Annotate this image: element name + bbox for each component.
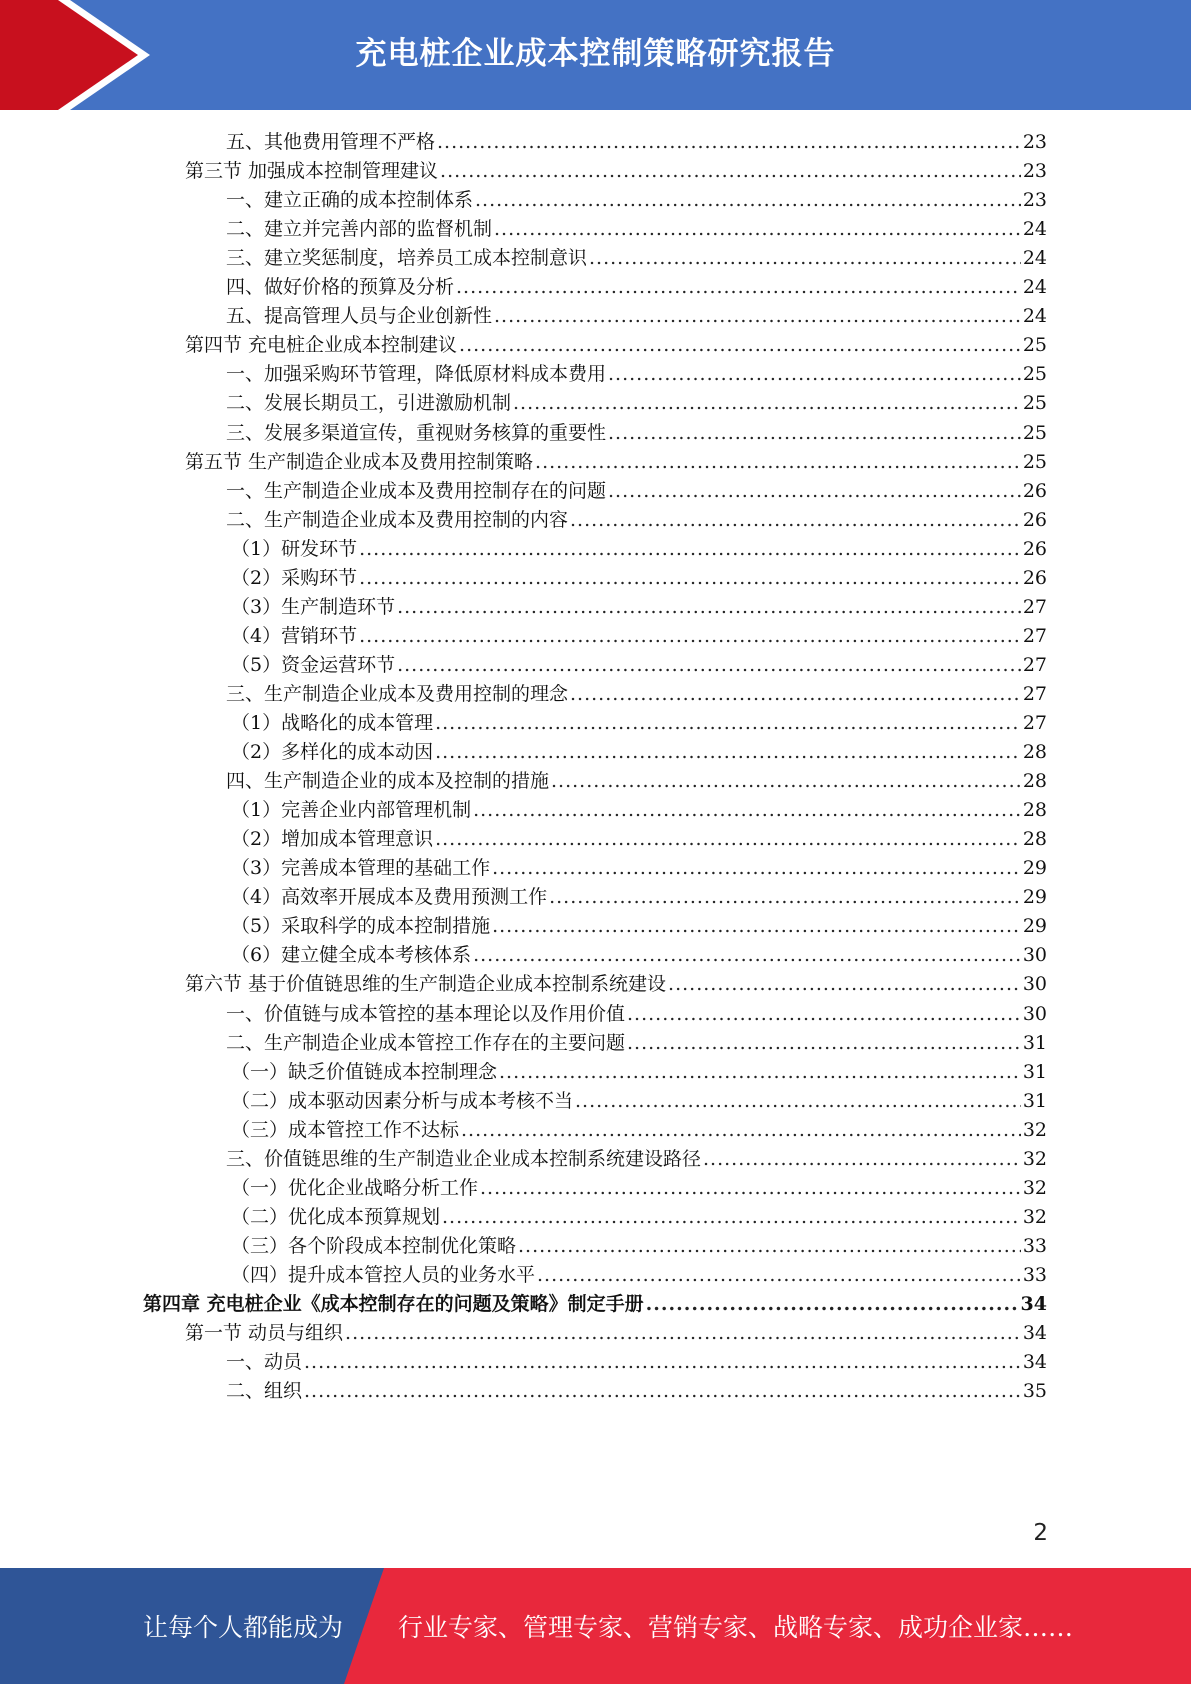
toc-entry-page: 25 — [1022, 450, 1047, 473]
toc-entry[interactable] — [226, 1028, 1047, 1059]
toc-leader-dots — [359, 621, 1021, 652]
toc-entry[interactable] — [226, 679, 1047, 710]
toc-leader-dots — [473, 795, 1021, 826]
toc-entry[interactable] — [226, 476, 1047, 507]
page-header — [0, 0, 1191, 110]
toc-entry-page: 28 — [1022, 770, 1047, 793]
toc-entry[interactable] — [185, 330, 1047, 361]
toc-leader-dots — [304, 1347, 1021, 1378]
toc-entry-title: 一、建立正确的成本控制体系 — [226, 189, 474, 212]
toc-entry[interactable] — [231, 824, 1047, 855]
toc-entry-page: 31 — [1022, 1089, 1047, 1112]
toc-entry-page: 27 — [1022, 653, 1047, 676]
toc-entry[interactable] — [226, 999, 1047, 1030]
toc-entry[interactable] — [226, 127, 1047, 158]
toc-entry-page: 23 — [1022, 131, 1047, 153]
toc-entry-page: 25 — [1022, 392, 1047, 415]
toc-entry-page: 24 — [1022, 276, 1047, 299]
toc-entry[interactable] — [226, 214, 1047, 245]
toc-entry[interactable] — [231, 708, 1047, 739]
toc-leader-dots — [435, 737, 1021, 768]
toc-entry-title: （三）各个阶段成本控制优化策略 — [231, 1234, 517, 1257]
toc-entry-title: 三、生产制造企业成本及费用控制的理念 — [226, 682, 569, 705]
toc-entry-page: 25 — [1022, 334, 1047, 357]
toc-entry[interactable] — [231, 882, 1047, 913]
toc-entry-page: 26 — [1022, 479, 1047, 502]
toc-entry-page: 30 — [1022, 944, 1047, 967]
toc-entry-page: 28 — [1022, 828, 1047, 851]
toc-entry-title: 第五节 生产制造企业成本及费用控制策略 — [185, 450, 534, 473]
toc-leader-dots — [345, 1318, 1021, 1349]
toc-leader-dots — [442, 1202, 1021, 1233]
toc-entry-title: （二）优化成本预算规划 — [231, 1205, 441, 1228]
toc-entry-page: 33 — [1022, 1263, 1047, 1286]
toc-entry-page: 30 — [1022, 1002, 1047, 1025]
toc-entry[interactable] — [226, 243, 1047, 274]
toc-entry[interactable] — [226, 1144, 1047, 1175]
toc-entry-title: 第四节 充电桩企业成本控制建议 — [185, 334, 458, 357]
toc-leader-dots — [494, 214, 1021, 245]
toc-leader-dots — [480, 1173, 1021, 1204]
toc-leader-dots — [575, 1086, 1021, 1117]
toc-entry-page: 27 — [1022, 595, 1047, 618]
toc-entry[interactable] — [226, 418, 1047, 449]
toc-entry-title: 三、建立奖惩制度，培养员工成本控制意识 — [226, 247, 588, 270]
toc-entry[interactable] — [226, 301, 1047, 332]
toc-entry-title: 五、提高管理人员与企业创新性 — [226, 305, 493, 328]
toc-entry-page: 24 — [1022, 305, 1047, 328]
toc-entry-page: 24 — [1022, 247, 1047, 270]
toc-entry-page: 32 — [1022, 1205, 1047, 1228]
toc-entry[interactable] — [226, 185, 1047, 216]
toc-entry[interactable] — [231, 650, 1047, 681]
toc-leader-dots — [703, 1144, 1021, 1175]
toc-entry-title: （4）高效率开展成本及费用预测工作 — [231, 886, 548, 909]
toc-entry[interactable] — [231, 1057, 1047, 1088]
toc-entry[interactable] — [143, 1289, 1047, 1320]
report-title: 充电桩企业成本控制策略研究报告 — [355, 36, 836, 72]
toc-leader-dots — [435, 708, 1021, 739]
toc-entry[interactable] — [231, 1260, 1047, 1291]
toc-entry-page: 23 — [1022, 189, 1047, 212]
toc-entry-page: 31 — [1022, 1031, 1047, 1054]
toc-leader-dots — [304, 1376, 1021, 1407]
footer-slogan-left: 让每个人都能成为 — [143, 1613, 344, 1642]
toc-entry[interactable] — [231, 1115, 1047, 1146]
toc-entry-title: （1）研发环节 — [231, 537, 358, 560]
toc-entry[interactable] — [231, 1202, 1047, 1233]
toc-entry[interactable] — [231, 911, 1047, 942]
toc-leader-dots — [461, 1115, 1021, 1146]
toc-entry[interactable] — [185, 969, 1047, 1000]
toc-leader-dots — [473, 940, 1021, 971]
toc-leader-dots — [551, 766, 1021, 797]
toc-entry-title: （2）采购环节 — [231, 566, 358, 589]
toc-entry-title: 第三节 加强成本控制管理建议 — [185, 160, 439, 183]
toc-entry[interactable] — [226, 766, 1047, 797]
toc-leader-dots — [494, 301, 1021, 332]
toc-leader-dots — [535, 447, 1021, 478]
toc-entry-page: 31 — [1022, 1060, 1047, 1083]
toc-leader-dots — [608, 476, 1021, 507]
toc-entry-page: 32 — [1022, 1147, 1047, 1170]
toc-entry-title: 三、发展多渠道宣传，重视财务核算的重要性 — [226, 421, 607, 444]
toc-entry-page: 29 — [1022, 886, 1047, 909]
toc-entry-page: 27 — [1022, 624, 1047, 647]
toc-entry[interactable] — [226, 1376, 1047, 1407]
toc-entry[interactable] — [231, 940, 1047, 971]
toc-leader-dots — [492, 853, 1021, 884]
toc-entry[interactable] — [231, 1231, 1047, 1262]
toc-entry-page: 35 — [1022, 1380, 1047, 1403]
toc-entry-page: 25 — [1022, 363, 1047, 386]
toc-entry[interactable] — [226, 359, 1047, 390]
toc-entry-page: 24 — [1022, 218, 1047, 241]
page-footer — [0, 1568, 1191, 1684]
toc-entry-title: 五、其他费用管理不严格 — [226, 131, 436, 153]
toc-entry-title: （一）优化企业战略分析工作 — [231, 1176, 479, 1199]
toc-leader-dots — [627, 1028, 1021, 1059]
toc-leader-dots — [397, 592, 1021, 623]
toc-entry-title: （3）生产制造环节 — [231, 595, 396, 618]
toc-entry-title: 二、发展长期员工，引进激励机制 — [226, 392, 512, 415]
toc-entry[interactable] — [231, 1173, 1047, 1204]
toc-leader-dots — [359, 563, 1021, 594]
toc-entry[interactable] — [226, 1347, 1047, 1378]
toc-entry-title: （5）采取科学的成本控制措施 — [231, 915, 491, 938]
toc-entry-title: （1）战略化的成本管理 — [231, 712, 434, 734]
toc-entry-page: 34 — [1022, 1322, 1047, 1345]
toc-leader-dots — [459, 330, 1021, 361]
toc-entry[interactable] — [185, 447, 1047, 478]
toc-entry-page: 28 — [1022, 741, 1047, 764]
toc-entry-page: 32 — [1022, 1176, 1047, 1199]
toc-entry-title: 四、做好价格的预算及分析 — [226, 276, 455, 299]
toc-entry-title: 四、生产制造企业的成本及控制的措施 — [226, 770, 550, 793]
toc-entry[interactable] — [231, 534, 1047, 565]
toc-entry-page: 32 — [1022, 1118, 1047, 1141]
toc-entry[interactable] — [231, 563, 1047, 594]
toc-leader-dots — [499, 1057, 1021, 1088]
toc-entry[interactable] — [185, 156, 1047, 187]
toc-leader-dots — [492, 911, 1021, 942]
toc-entry[interactable] — [231, 853, 1047, 884]
toc-leader-dots — [518, 1231, 1021, 1262]
toc-entry-title: （3）完善成本管理的基础工作 — [231, 857, 491, 880]
toc-entry[interactable] — [226, 505, 1047, 536]
toc-entry-title: 第四章 充电桩企业《成本控制存在的问题及策略》制定手册 — [143, 1293, 644, 1315]
toc-entry-title: （2）多样化的成本动因 — [231, 741, 434, 764]
toc-leader-dots — [537, 1260, 1021, 1291]
toc-leader-dots — [456, 272, 1021, 303]
toc-leader-dots — [475, 185, 1021, 216]
toc-entry-title: 三、价值链思维的生产制造业企业成本控制系统建设路径 — [226, 1147, 702, 1170]
toc-entry[interactable] — [226, 272, 1047, 303]
toc-entry-page: 34 — [1022, 1351, 1047, 1374]
toc-leader-dots — [549, 882, 1021, 913]
toc-leader-dots — [570, 679, 1021, 710]
toc-entry-title: 二、建立并完善内部的监督机制 — [226, 218, 493, 241]
toc-entry-page: 27 — [1022, 712, 1047, 734]
toc-entry[interactable] — [231, 795, 1047, 826]
toc-leader-dots — [646, 1289, 1019, 1320]
toc-leader-dots — [570, 505, 1021, 536]
toc-entry[interactable] — [231, 737, 1047, 768]
toc-entry-title: （四）提升成本管控人员的业务水平 — [231, 1263, 536, 1286]
toc-entry[interactable] — [231, 592, 1047, 623]
toc-entry-title: 一、加强采购环节管理，降低原材料成本费用 — [226, 363, 607, 386]
toc-entry-title: 一、价值链与成本管控的基本理论以及作用价值 — [226, 1002, 626, 1025]
toc-entry-title: 第一节 动员与组织 — [185, 1322, 344, 1345]
toc-leader-dots — [437, 127, 1021, 158]
toc-leader-dots — [668, 969, 1021, 1000]
toc-entry-page: 28 — [1022, 799, 1047, 822]
toc-entry-title: 第六节 基于价值链思维的生产制造企业成本控制系统建设 — [185, 973, 667, 996]
toc-entry-title: 一、动员 — [226, 1351, 303, 1374]
toc-leader-dots — [440, 156, 1021, 187]
page-number: 2 — [1033, 1520, 1048, 1546]
toc-leader-dots — [589, 243, 1021, 274]
toc-leader-dots — [435, 824, 1021, 855]
toc-leader-dots — [608, 418, 1021, 449]
toc-entry-title: 一、生产制造企业成本及费用控制存在的问题 — [226, 479, 607, 502]
toc-leader-dots — [513, 388, 1021, 419]
toc-entry-title: （三）成本管控工作不达标 — [231, 1118, 460, 1141]
toc-entry-page: 26 — [1022, 508, 1047, 531]
toc-entry-title: 二、生产制造企业成本管控工作存在的主要问题 — [226, 1031, 626, 1054]
toc-entry-page: 26 — [1022, 537, 1047, 560]
toc-entry-title: （2）增加成本管理意识 — [231, 828, 434, 851]
toc-entry-page: 34 — [1020, 1293, 1047, 1315]
toc-leader-dots — [359, 534, 1021, 565]
toc-entry[interactable] — [231, 1086, 1047, 1117]
toc-entry-title: （1）完善企业内部管理机制 — [231, 799, 472, 822]
toc-entry-page: 33 — [1022, 1234, 1047, 1257]
toc-leader-dots — [627, 999, 1021, 1030]
toc-entry-title: （一）缺乏价值链成本控制理念 — [231, 1060, 498, 1083]
toc-entry-page: 27 — [1022, 682, 1047, 705]
toc-leader-dots — [397, 650, 1021, 681]
toc-entry-title: 二、组织 — [226, 1380, 303, 1403]
toc-entry-page: 26 — [1022, 566, 1047, 589]
toc-entry-title: 二、生产制造企业成本及费用控制的内容 — [226, 508, 569, 531]
toc-entry-page: 23 — [1022, 160, 1047, 183]
toc-entry-page: 29 — [1022, 857, 1047, 880]
toc-entry[interactable] — [231, 621, 1047, 652]
toc-entry-title: （二）成本驱动因素分析与成本考核不当 — [231, 1089, 574, 1112]
toc-entry-page: 25 — [1022, 421, 1047, 444]
footer-slogan-right: 行业专家、管理专家、营销专家、战略专家、成功企业家…… — [398, 1613, 1074, 1642]
toc-entry[interactable] — [185, 1318, 1047, 1349]
toc-entry[interactable] — [226, 388, 1047, 419]
toc-entry-page: 29 — [1022, 915, 1047, 938]
toc-entry-title: （6）建立健全成本考核体系 — [231, 944, 472, 967]
toc-entry-page: 30 — [1022, 973, 1047, 996]
toc-leader-dots — [608, 359, 1021, 390]
toc-entry-title: （5）资金运营环节 — [231, 653, 396, 676]
toc-entry-title: （4）营销环节 — [231, 624, 358, 647]
